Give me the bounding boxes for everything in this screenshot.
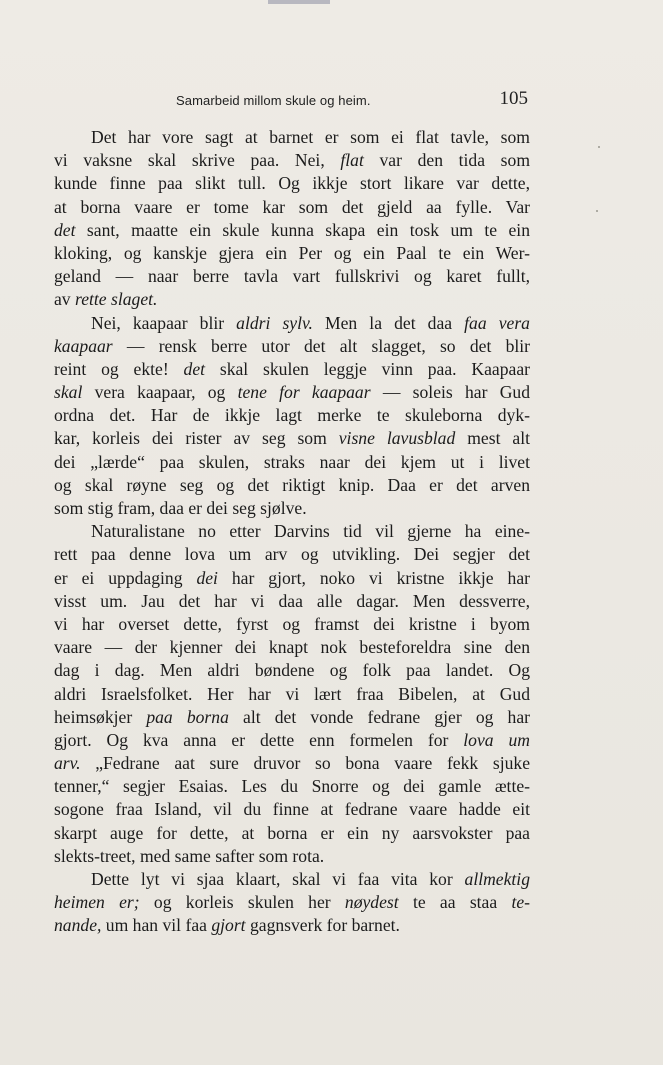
text-line <box>54 891 530 914</box>
text-line <box>54 520 530 543</box>
text-line <box>54 196 530 219</box>
text-run: dei „lærde“ paa skulen, straks naar dei kjem ut i livet <box>54 451 530 472</box>
italic-text: kaapaar <box>54 335 113 356</box>
text-line <box>54 451 530 474</box>
text-run: aldri Israelsfolket. Her har vi lært fraa Bibelen, at Gud <box>54 683 530 704</box>
text-line <box>54 729 530 752</box>
top-edge-mark <box>268 0 330 4</box>
italic-text: det <box>183 358 206 379</box>
text-run: heimsøkjer <box>54 706 147 727</box>
italic-text: gjort <box>211 915 246 936</box>
text-run: alt det vonde fedrane gjer og har <box>228 706 531 727</box>
paper-speck <box>596 210 598 212</box>
text-run: visst um. Jau det har vi daa alle dagar. Men dessverre, <box>54 590 530 611</box>
text-line <box>54 288 530 311</box>
text-run: av <box>54 289 76 310</box>
body-text <box>54 126 530 938</box>
text-run: som stig fram, daa er dei seg sjølve. <box>54 498 307 518</box>
text-run: — soleis har Gud <box>370 382 531 403</box>
text-run: te aa staa <box>398 892 512 913</box>
text-line <box>54 172 530 195</box>
text-line <box>54 798 530 821</box>
text-line <box>54 868 530 891</box>
text-line <box>54 497 530 520</box>
italic-text: tene for kaapaar <box>237 382 371 403</box>
italic-text: flat <box>340 150 364 171</box>
text-run: er ei uppdaging <box>54 567 197 588</box>
text-line <box>54 358 530 381</box>
italic-text: det <box>54 219 76 240</box>
text-run: Nei, kaapaar blir <box>91 312 237 333</box>
page-number: 105 <box>499 88 528 109</box>
text-run: vera kaapaar, og <box>82 382 238 403</box>
text-line <box>54 822 530 845</box>
text-run: slekts-treet, med same safter som rota. <box>54 845 325 866</box>
text-run: geland — naar berre tavla vart fullskrivi og karet fullt, <box>54 266 530 287</box>
text-run: vi vaksne skal skrive paa. Nei, <box>54 150 341 171</box>
text-line <box>54 613 530 636</box>
italic-text: arv. <box>54 753 81 774</box>
text-line <box>54 845 530 868</box>
text-run: kunde finne paa slikt tull. Og ikkje stort likare var dette, <box>54 173 530 194</box>
italic-text: aldri sylv. <box>236 312 313 333</box>
italic-text: dei <box>196 567 218 588</box>
text-run: ordna det. Har de ikkje lagt merke te skuleborna dyk- <box>54 405 530 426</box>
text-line <box>54 219 530 242</box>
text-line <box>54 312 530 335</box>
text-run: kloking, og kanskje gjera ein Per og ein Paal te ein Wer- <box>54 242 530 263</box>
italic-text: te- <box>511 892 531 913</box>
text-run: at borna vaare er tome kar som det gjeld aa fylle. Var <box>54 196 530 217</box>
text-run: dag i dag. Men aldri bøndene og folk paa landet. Og <box>54 660 530 681</box>
italic-text: heimen er; <box>54 892 140 913</box>
text-line <box>54 474 530 497</box>
text-run: Men la det daa <box>312 312 465 333</box>
text-run: Det har vore sagt at barnet er som ei flat tavle, som <box>91 127 530 147</box>
text-run: Naturalistane no etter Darvins tid vil gjerne ha eine- <box>91 521 530 542</box>
text-line <box>54 752 530 775</box>
text-line <box>54 636 530 659</box>
text-run: sant, maatte ein skule kunna skapa ein tosk um te ein <box>75 219 530 240</box>
text-run: og skal røyne seg og det riktigt knip. Daa er det arven <box>54 474 530 495</box>
text-line <box>54 706 530 729</box>
text-run: vi har overset dette, fyrst og framst dei kristne i byom <box>54 613 530 634</box>
text-run: og korleis skulen her <box>139 892 345 913</box>
text-run: vaare — der kjenner dei knapt nok besteforeldra sine den <box>54 637 530 658</box>
text-line <box>54 775 530 798</box>
text-line <box>54 683 530 706</box>
page-header <box>54 88 530 114</box>
text-line <box>54 126 530 149</box>
text-run: gagnsverk for barnet. <box>245 915 400 936</box>
italic-text: nøydest <box>344 892 399 913</box>
paper-speck <box>598 146 600 148</box>
text-line <box>54 265 530 288</box>
text-run: sogone fraa Island, vil du finne at fedrane vaare hadde eit <box>54 799 530 820</box>
text-run: um han vil faa <box>101 915 212 936</box>
text-run: kar, korleis dei rister av seg som <box>54 428 339 449</box>
italic-text: skal <box>54 382 83 403</box>
text-run: skal skulen leggje vinn paa. Kaapaar <box>205 358 530 379</box>
running-title: Samarbeid millom skule og heim. <box>176 93 371 108</box>
text-line <box>54 404 530 427</box>
italic-text: paa borna <box>146 706 229 727</box>
text-run: — rensk berre utor det alt slagget, so det blir <box>112 335 530 356</box>
text-run: tenner,“ segjer Esaias. Les du Snorre og dei gamle ætte- <box>54 776 530 797</box>
text-run: reint og ekte! <box>54 358 184 379</box>
text-line <box>54 242 530 265</box>
text-run: var den tida som <box>363 150 531 171</box>
italic-text: faa vera <box>464 312 530 333</box>
text-line <box>54 149 530 172</box>
italic-text: rette slaget. <box>75 289 158 310</box>
text-line <box>54 543 530 566</box>
italic-text: allmektig <box>464 869 530 889</box>
text-line <box>54 659 530 682</box>
italic-text: nande, <box>54 915 102 936</box>
text-run: skarpt auge for dette, at borna er ein ny aarsvokster paa <box>54 822 530 843</box>
text-run: mest alt <box>455 428 530 449</box>
text-line <box>54 427 530 450</box>
text-run: Dette lyt vi sjaa klaart, skal vi faa vita kor <box>91 869 465 889</box>
text-run: har gjort, noko vi kristne ikkje har <box>217 567 530 588</box>
text-line <box>54 381 530 404</box>
text-run: rett paa denne lova um arv og utvikling. Dei segjer det <box>54 544 530 565</box>
text-line <box>54 590 530 613</box>
text-line <box>54 335 530 358</box>
text-run: „Fedrane aat sure druvor so bona vaare fekk sjuke <box>80 753 530 774</box>
italic-text: lova um <box>463 729 530 750</box>
italic-text: visne lavusblad <box>338 428 456 449</box>
text-run: gjort. Og kva anna er dette enn formelen for <box>54 729 464 750</box>
text-line <box>54 567 530 590</box>
text-line <box>54 914 530 937</box>
